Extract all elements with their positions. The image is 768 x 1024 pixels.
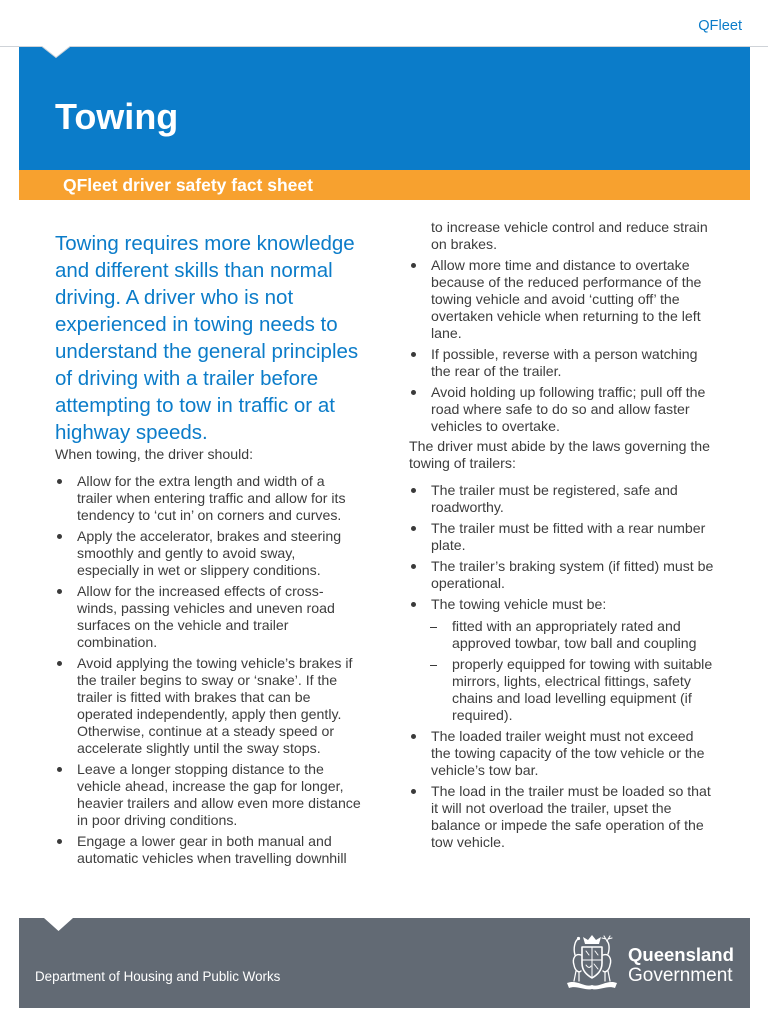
subtitle-bar (19, 170, 750, 200)
bullet-icon (57, 534, 62, 539)
bullet-icon (411, 488, 416, 493)
dash-icon (430, 627, 437, 628)
list-item-text: If possible, reverse with a person watching the rear of the trailer. (431, 345, 698, 379)
list-item-text: The towing vehicle must be: (431, 595, 607, 612)
list-item-text: Avoid holding up following traffic; pull off the road where safe to do so and allow faster vehicles to overtake. (431, 383, 706, 434)
list-item (409, 384, 713, 435)
bullet-icon (57, 589, 62, 594)
list-item-text: The trailer must be fitted with a rear number plate. (431, 519, 706, 553)
list-item (409, 783, 713, 851)
list-item-text: The trailer’s braking system (if fitted) must be operational. (431, 557, 714, 591)
bullet-icon (57, 767, 62, 772)
bullet-icon (411, 390, 416, 395)
list-item (55, 473, 361, 524)
list-item-text: Apply the accelerator, brakes and steering smoothly and gently to avoid sway, especially in wet or slippery conditions. (77, 527, 342, 578)
left-lead-text: When towing, the driver should: (55, 445, 254, 462)
department-name: Department of Housing and Public Works (35, 969, 281, 984)
bullet-icon (57, 479, 62, 484)
bullet-icon (57, 839, 62, 844)
dash-icon (430, 665, 437, 666)
list-item (409, 482, 713, 516)
list-item (409, 257, 713, 342)
laws-intro-text: The driver must abide by the laws governing the towing of trailers: (409, 437, 711, 471)
list-item (55, 655, 361, 757)
bullet-icon (411, 602, 416, 607)
queensland-crest-icon (563, 933, 621, 991)
list-item-text: The trailer must be registered, safe and roadworthy. (431, 481, 678, 515)
sub-list-item (431, 656, 713, 724)
page-subtitle: QFleet driver safety fact sheet (63, 175, 313, 195)
right-column (409, 219, 713, 851)
sub-list-item-text: properly equipped for towing with suitable mirrors, lights, electrical fittings, safety chains and load levelling equipment (if required). (452, 655, 713, 723)
list-item (55, 583, 361, 651)
continued-item-text: to increase vehicle control and reduce strain on brakes. (431, 218, 708, 252)
bullet-icon (57, 661, 62, 666)
intro-paragraph: Towing requires more knowledge and different skills than normal driving. A driver who is not experienced in towing needs to understand the general principles of driving with a trailer before attempting to tow in traffic or at highway speeds. (55, 231, 359, 444)
list-item-text: Allow for the extra length and width of a trailer when entering traffic and allow for its tendency to ‘cut in’ on corners and curves. (77, 472, 346, 523)
logo-queensland: Queensland (628, 944, 734, 965)
list-item (409, 558, 713, 592)
bullet-icon (411, 526, 416, 531)
list-item (55, 761, 361, 829)
towing-vehicle-requirements-list (431, 618, 713, 724)
list-item (55, 833, 361, 867)
footer (19, 918, 750, 1008)
list-item-text: Engage a lower gear in both manual and automatic vehicles when travelling downhill (77, 832, 347, 866)
list-item (409, 596, 713, 724)
bullet-icon (411, 564, 416, 569)
list-item (409, 728, 713, 779)
list-item (409, 346, 713, 380)
header-rule-notch-icon (0, 0, 768, 62)
sub-list-item (431, 618, 713, 652)
bullet-icon (411, 352, 416, 357)
list-item-text: The loaded trailer weight must not exceed the towing capacity of the tow vehicle or the vehicle’s tow bar. (431, 727, 705, 778)
list-item-text: Avoid applying the towing vehicle’s brakes if the trailer begins to sway or ‘snake’. If the trailer is fitted with brakes that can be operated independently, apply then gently. Otherwise, continue at a steady speed or accelerate slightly until the sway stops. (77, 654, 353, 756)
brand-label: QFleet (698, 18, 742, 34)
list-item-text: The load in the trailer must be loaded so that it will not overload the trailer, upset the balance or impede the safe operation of the tow vehicle. (431, 782, 711, 850)
bullet-icon (411, 263, 416, 268)
left-column (55, 230, 361, 867)
sub-list-item-text: fitted with an appropriately rated and approved towbar, tow ball and coupling (452, 617, 697, 651)
logo-government: Government (628, 965, 733, 986)
towing-laws-list (409, 482, 713, 851)
title-banner (19, 47, 750, 170)
bullet-icon (411, 789, 416, 794)
list-item-text: Allow more time and distance to overtake because of the reduced performance of the towing vehicle and avoid ‘cutting off’ the overtaken vehicle when returning to the left lane. (431, 256, 702, 341)
bullet-icon (411, 734, 416, 739)
list-item (55, 528, 361, 579)
driver-guidance-list (55, 473, 361, 867)
driver-guidance-list-continued (409, 257, 713, 435)
footer-notch-icon (19, 918, 119, 938)
page-title: Towing (55, 96, 179, 137)
list-item-text: Leave a longer stopping distance to the vehicle ahead, increase the gap for longer, heavier trailers and allow even more distance in poor driving conditions. (77, 760, 361, 828)
list-item (409, 520, 713, 554)
list-item-text: Allow for the increased effects of cross- winds, passing vehicles and uneven road surfaces on the vehicle and trailer combination. (77, 582, 335, 650)
